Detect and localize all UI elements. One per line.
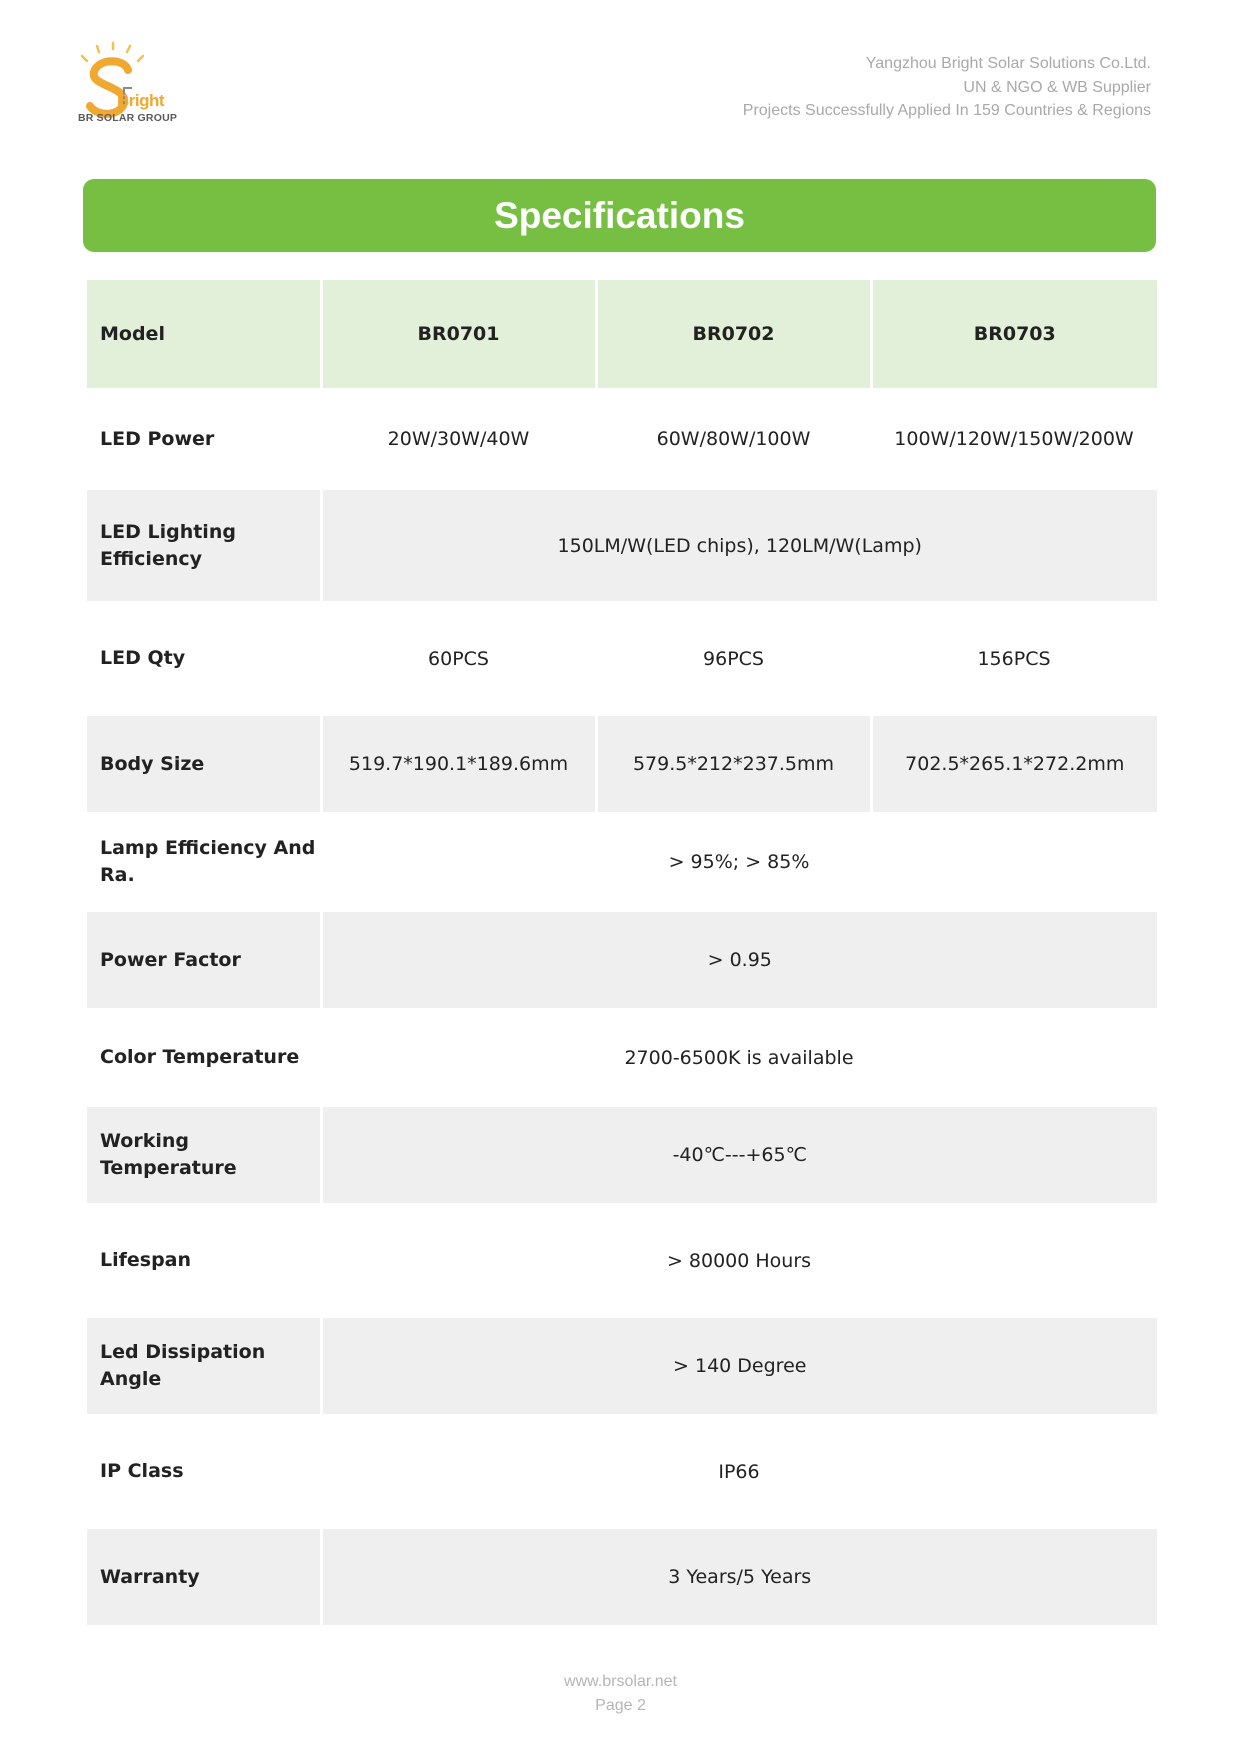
- table-cell: 156PCS: [871, 601, 1157, 716]
- row-label: [87, 1107, 321, 1203]
- row-label: Body Size: [87, 716, 321, 812]
- table-cell: 60W/80W/100W: [596, 388, 871, 490]
- model-br0702: BR0702: [596, 280, 871, 388]
- row-label: [87, 490, 321, 601]
- table-row-body-size: [87, 716, 1157, 812]
- model-br0701: BR0701: [321, 280, 596, 388]
- company-name: Yangzhou Bright Solar Solutions Co.Ltd.: [865, 55, 1151, 72]
- table-row-lifespan: [87, 1203, 1157, 1318]
- row-label-line: Working: [100, 1130, 189, 1152]
- table-cell: 3 Years/5 Years: [321, 1529, 1157, 1625]
- row-label: LED Power: [87, 388, 321, 490]
- table-cell: 519.7*190.1*189.6mm: [321, 716, 596, 812]
- footer-page-number: Page 2: [595, 1697, 646, 1714]
- logo-word: Bright: [117, 91, 165, 110]
- table-cell: 579.5*212*237.5mm: [596, 716, 871, 812]
- table-cell: > 140 Degree: [321, 1318, 1157, 1414]
- row-label: Led Dissipation Angle: [87, 1318, 321, 1414]
- logo-caption: BR SOLAR GROUP: [78, 112, 178, 124]
- table-row-ip-class: [87, 1414, 1157, 1529]
- table-cell: 2700-6500K is available: [321, 1008, 1157, 1107]
- table-row-power-factor: [87, 912, 1157, 1008]
- table-row-lamp-efficiency: [87, 812, 1157, 912]
- specifications-banner: [83, 179, 1156, 252]
- row-label-line: Ra.: [100, 864, 135, 886]
- table-cell: 702.5*265.1*272.2mm: [871, 716, 1157, 812]
- row-label: Model: [87, 280, 321, 388]
- row-label: Color Temperature: [87, 1008, 321, 1107]
- row-label: LED Qty: [87, 601, 321, 716]
- table-row-led-power: [87, 388, 1157, 490]
- table-cell: 100W/120W/150W/200W: [871, 388, 1157, 490]
- row-label: Lifespan: [87, 1203, 321, 1318]
- table-cell: IP66: [321, 1414, 1157, 1529]
- table-row-led-qty: [87, 601, 1157, 716]
- table-cell: > 80000 Hours: [321, 1203, 1157, 1318]
- table-cell: 96PCS: [596, 601, 871, 716]
- row-label-line: LED Lighting: [100, 520, 236, 543]
- row-label: Warranty: [87, 1529, 321, 1625]
- table-cell: > 95%; > 85%: [321, 812, 1157, 912]
- table-cell: -40℃---+65℃: [321, 1107, 1157, 1203]
- row-label: Power Factor: [87, 912, 321, 1008]
- row-label-line: Temperature: [100, 1157, 237, 1179]
- table-row-dissipation-angle: [87, 1318, 1157, 1414]
- row-label: [87, 812, 321, 912]
- table-row-warranty: [87, 1529, 1157, 1625]
- company-projects-line: Projects Successfully Applied In 159 Countries & Regions: [742, 102, 1151, 119]
- table-row-working-temperature: [87, 1107, 1157, 1203]
- row-label-line: Lamp Efficiency And: [100, 837, 316, 859]
- table-cell: 60PCS: [321, 601, 596, 716]
- table-cell: > 0.95: [321, 912, 1157, 1008]
- table-cell: 150LM/W(LED chips), 120LM/W(Lamp): [321, 490, 1157, 601]
- specifications-table: [87, 280, 1157, 1625]
- row-label: IP Class: [87, 1414, 321, 1529]
- page-title: Specifications: [494, 194, 745, 236]
- table-cell: 20W/30W/40W: [321, 388, 596, 490]
- table-row-color-temperature: [87, 1008, 1157, 1107]
- row-label-line: Efficiency: [100, 547, 203, 570]
- footer-website: www.brsolar.net: [564, 1673, 677, 1690]
- company-info: [743, 52, 1151, 123]
- table-row-model: [87, 280, 1157, 388]
- model-br0703: BR0703: [871, 280, 1157, 388]
- table-row-lighting-efficiency: [87, 490, 1157, 601]
- company-supplier-line: UN & NGO & WB Supplier: [963, 78, 1151, 96]
